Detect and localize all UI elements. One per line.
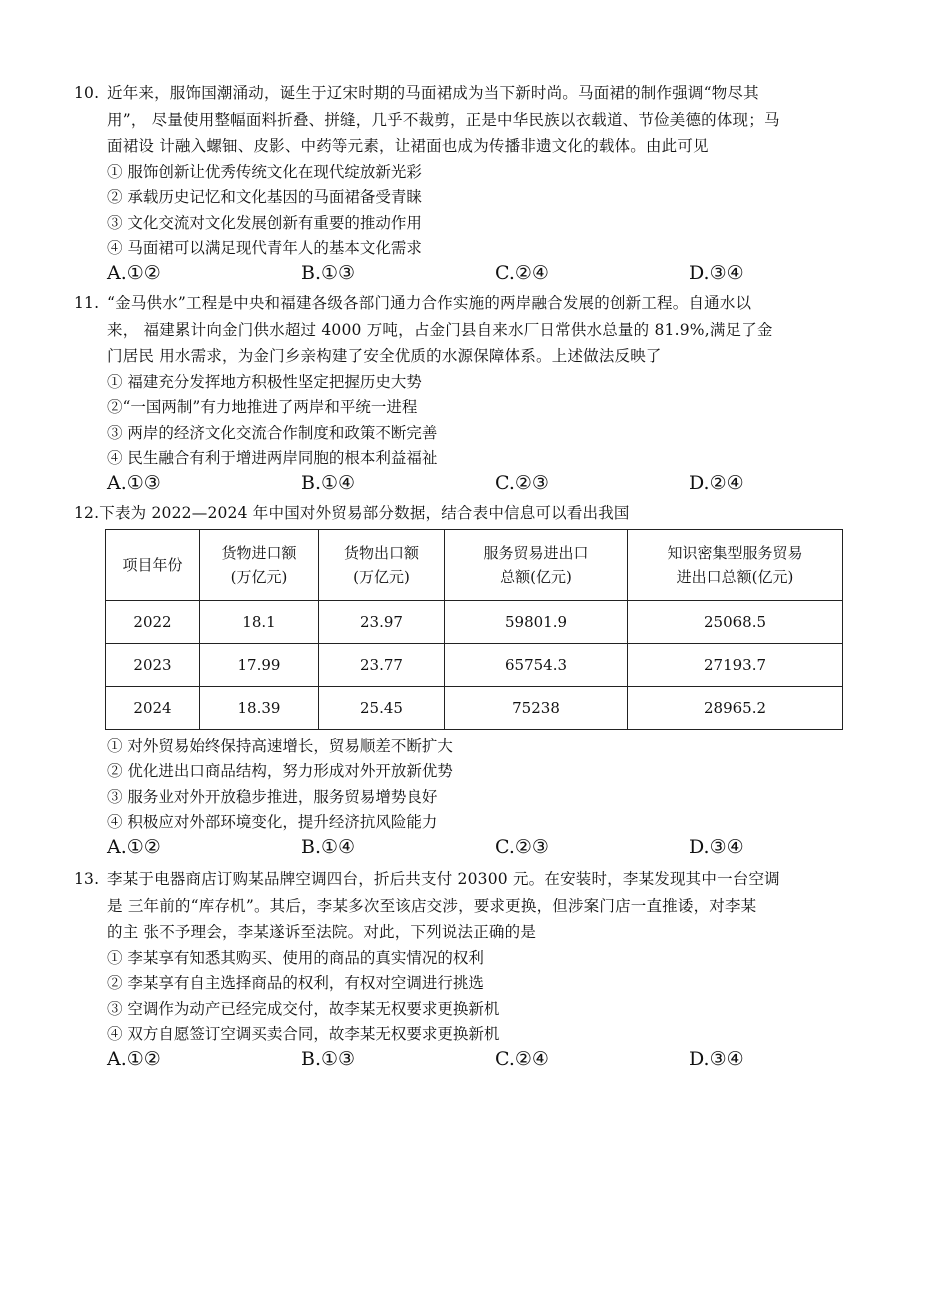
header-cell: 项目年份	[106, 529, 200, 600]
table-cell: 25068.5	[628, 600, 843, 643]
option-4: ④ 民生融合有利于增进两岸同胞的根本利益福祉	[107, 449, 438, 467]
question-11	[74, 290, 884, 500]
option-2: ②“一国两制”有力地推进了两岸和平统一进程	[107, 398, 418, 416]
choice-b: B.①④	[301, 835, 356, 858]
stem-line: 门居民 用水需求，为金门乡亲构建了安全优质的水源保障体系。上述做法反映了	[107, 347, 662, 365]
table-row	[106, 600, 843, 643]
table-cell: 59801.9	[445, 600, 628, 643]
table-cell: 23.97	[319, 600, 445, 643]
choice-c: C.②③	[495, 471, 549, 494]
question-12-stem	[74, 500, 884, 527]
option-4: ④ 双方自愿签订空调买卖合同，故李某无权要求更换新机	[107, 1025, 500, 1043]
option-4: ④ 积极应对外部环境变化，提升经济抗风险能力	[107, 813, 438, 831]
stem-line: 下表为 2022—2024 年中国对外贸易部分数据，结合表中信息可以看出我国	[99, 504, 630, 522]
question-13	[74, 866, 884, 1076]
question-10-stem	[74, 80, 884, 160]
question-number: 12.	[74, 504, 100, 522]
option-3: ③ 空调作为动产已经完成交付，故李某无权要求更换新机	[107, 999, 500, 1018]
option-2: ② 承载历史记忆和文化基因的马面裙备受青睐	[107, 188, 422, 206]
choice-c: C.②④	[495, 1047, 549, 1070]
answer-choices	[107, 472, 884, 500]
stem-line: 用”， 尽量使用整幅面料折叠、拼缝，几乎不裁剪，正是中华民族以衣载道、节俭美德的体现；马	[107, 110, 780, 129]
table-cell: 65754.3	[445, 643, 628, 686]
choice-b: B.①④	[301, 471, 356, 494]
stem-line: “金马供水”工程是中央和福建各级各部门通力合作实施的两岸融合发展的创新工程。自通水以	[107, 294, 752, 312]
choice-d: D.③④	[689, 835, 744, 858]
answer-choices	[107, 1048, 884, 1076]
table-cell: 18.39	[200, 686, 319, 729]
option-3: ③ 两岸的经济文化交流合作制度和政策不断完善	[107, 423, 438, 442]
table-cell: 27193.7	[628, 643, 843, 686]
option-1: ① 福建充分发挥地方积极性坚定把握历史大势	[107, 372, 422, 391]
choice-a: A.①②	[107, 835, 161, 858]
table-cell: 25.45	[319, 686, 445, 729]
choice-a: A.①③	[107, 471, 161, 494]
stem-line: 近年来，服饰国潮涌动，诞生于辽宋时期的马面裙成为当下新时尚。马面裙的制作强调“物尽其	[107, 84, 759, 102]
stem-line: 是 三年前的“库存机”。其后，李某多次至该店交涉，要求更换，但涉案门店一直推诿，对李某	[107, 896, 757, 915]
option-2: ② 李某享有自主选择商品的权利，有权对空调进行挑选	[107, 974, 484, 992]
choice-b: B.①③	[301, 1047, 356, 1070]
stem-line: 面裙设 计融入螺钿、皮影、中药等元素，让裙面也成为传播非遗文化的载体。由此可见	[107, 137, 709, 155]
table-header-row	[106, 529, 843, 600]
choice-b: B.①③	[301, 261, 356, 284]
option-1: ① 李某享有知悉其购买、使用的商品的真实情况的权利	[107, 948, 484, 967]
option-4: ④ 马面裙可以满足现代青年人的基本文化需求	[107, 239, 422, 257]
question-12	[74, 500, 884, 864]
stem-line: 李某于电器商店订购某品牌空调四台，折后共支付 20300 元。在安装时，李某发现其中一台空调	[107, 870, 780, 888]
header-cell: 服务贸易进出口 总额(亿元)	[445, 529, 628, 600]
choice-a: A.①②	[107, 261, 161, 284]
stem-line: 的主 张不予理会，李某遂诉至法院。对此，下列说法正确的是	[107, 923, 537, 941]
answer-choices	[107, 836, 884, 864]
option-2: ② 优化进出口商品结构，努力形成对外开放新优势	[107, 762, 453, 780]
trade-data-table	[105, 529, 843, 730]
choice-d: D.③④	[689, 261, 744, 284]
stem-line: 来， 福建累计向金门供水超过 4000 万吨，占金门县自来水厂日常供水总量的 81.9%,满足了金	[107, 320, 773, 339]
option-3: ③ 文化交流对文化发展创新有重要的推动作用	[107, 213, 422, 232]
choice-a: A.①②	[107, 1047, 161, 1070]
table-cell: 28965.2	[628, 686, 843, 729]
table-cell: 2023	[106, 643, 200, 686]
header-cell: 货物出口额 (万亿元)	[319, 529, 445, 600]
question-number: 11.	[74, 294, 100, 312]
table-cell: 75238	[445, 686, 628, 729]
option-1: ① 对外贸易始终保持高速增长，贸易顺差不断扩大	[107, 736, 453, 755]
question-10	[74, 80, 884, 290]
choice-c: C.②③	[495, 835, 549, 858]
question-11-stem	[74, 290, 884, 370]
table-cell: 23.77	[319, 643, 445, 686]
table-row	[106, 643, 843, 686]
header-cell: 货物进口额 (万亿元)	[200, 529, 319, 600]
table-row	[106, 686, 843, 729]
table-cell: 2024	[106, 686, 200, 729]
table-cell: 17.99	[200, 643, 319, 686]
option-3: ③ 服务业对外开放稳步推进，服务贸易增势良好	[107, 787, 438, 806]
choice-d: D.②④	[689, 471, 744, 494]
table-cell: 18.1	[200, 600, 319, 643]
header-cell: 知识密集型服务贸易 进出口总额(亿元)	[628, 529, 843, 600]
answer-choices	[107, 262, 884, 290]
option-1: ① 服饰创新让优秀传统文化在现代绽放新光彩	[107, 162, 422, 181]
question-13-stem	[74, 866, 884, 946]
question-number: 13.	[74, 870, 100, 888]
table-cell: 2022	[106, 600, 200, 643]
choice-c: C.②④	[495, 261, 549, 284]
question-number: 10.	[74, 84, 100, 102]
choice-d: D.③④	[689, 1047, 744, 1070]
